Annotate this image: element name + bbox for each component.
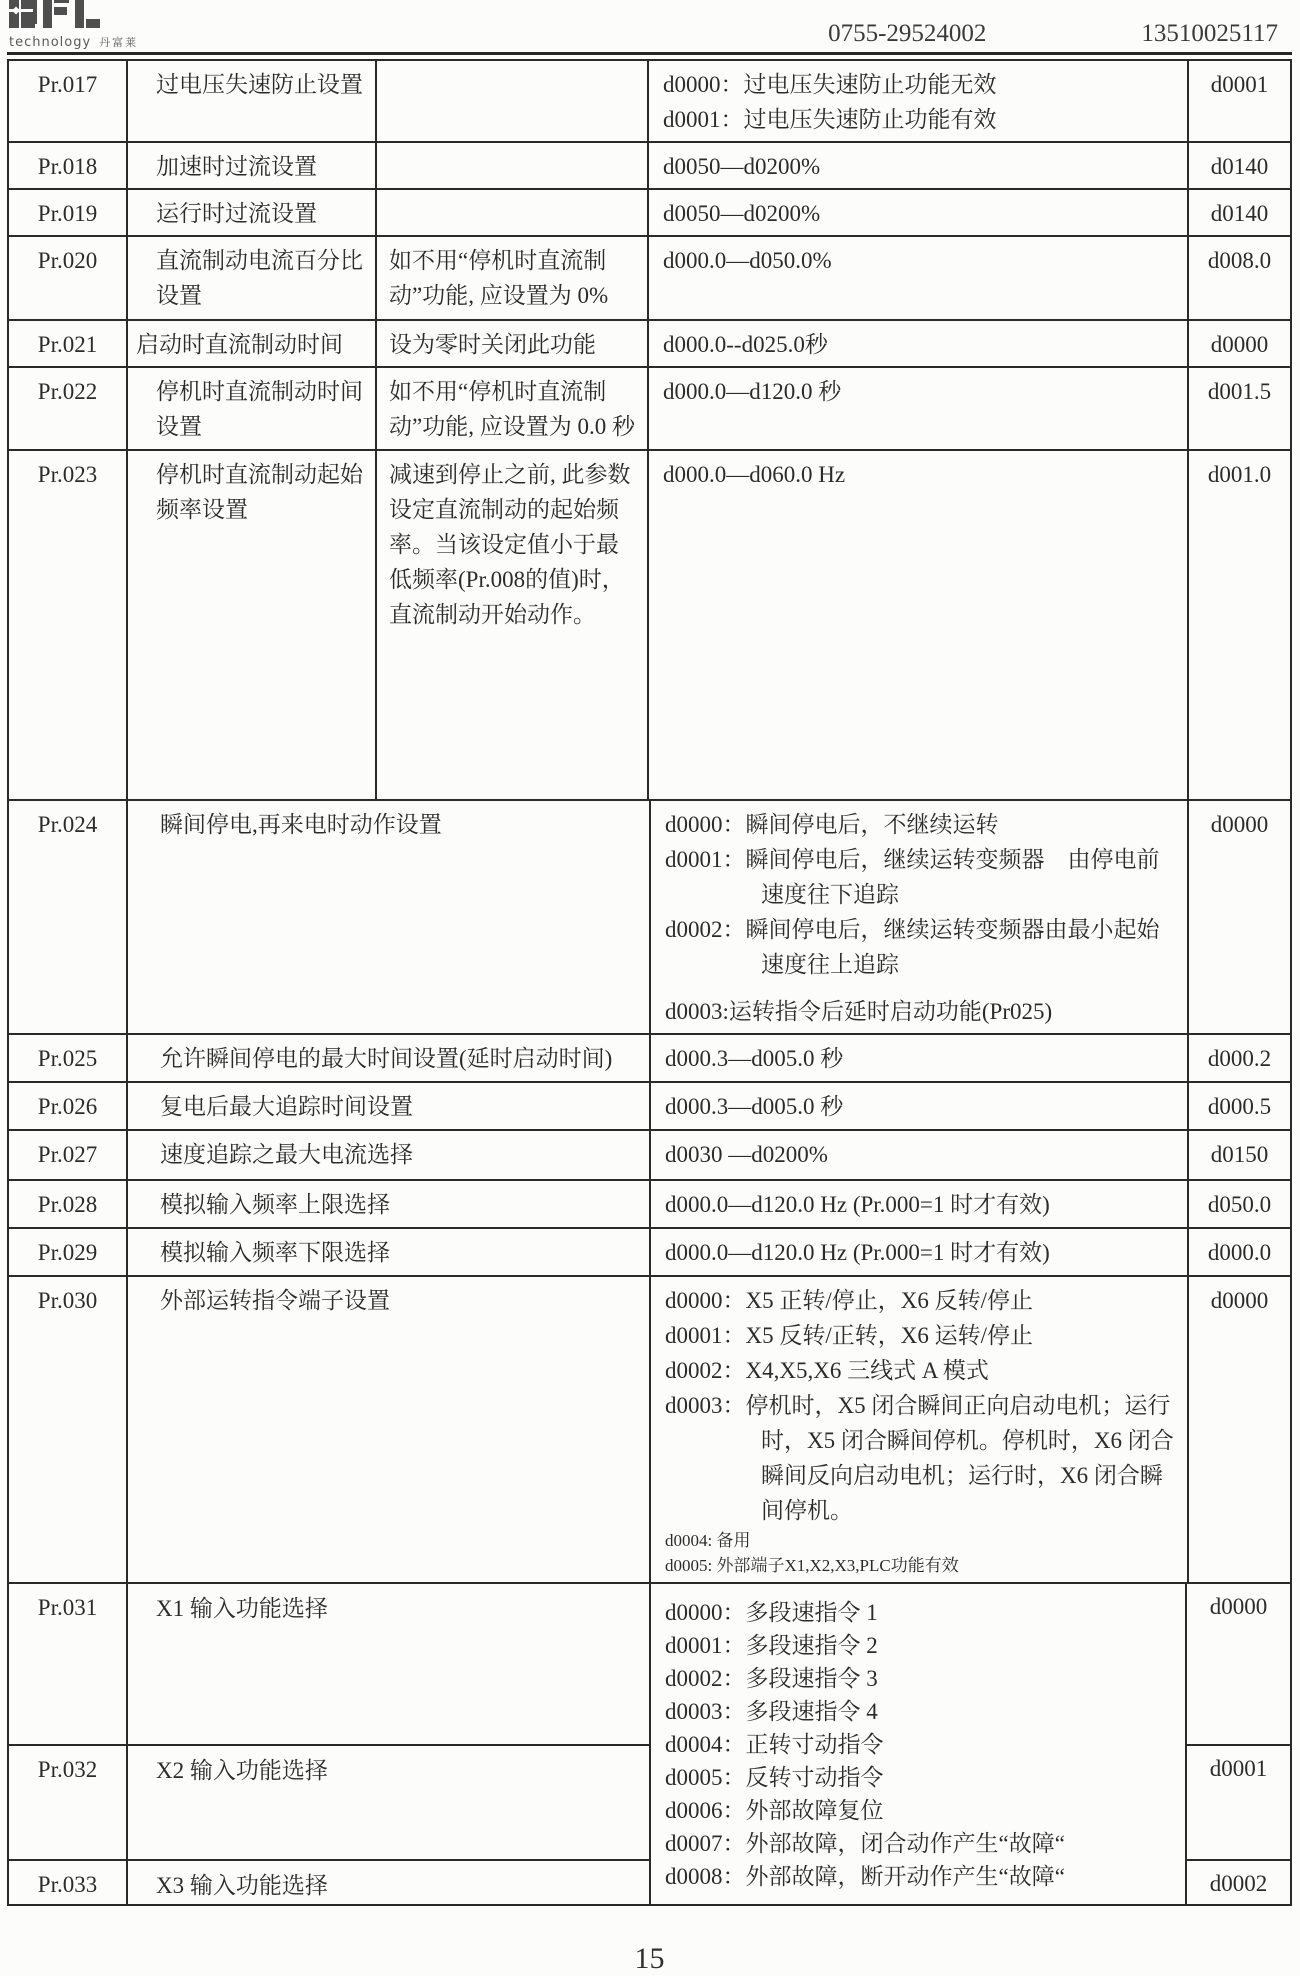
param-id: Pr.022 (37, 379, 98, 404)
param-range (649, 1035, 1187, 1081)
param-range (647, 368, 1187, 449)
param-note: 减速到停止之前, 此参数设定直流制动的起始频率。当该设定值小于最低频率(Pr.008的值)时，直流制动开始动作。 (375, 451, 647, 799)
param-note: 如不用“停机时直流制动”功能, 应设置为 0% (375, 237, 647, 319)
param-default: d0140 (1187, 190, 1290, 235)
param-id: Pr.021 (37, 332, 98, 357)
range-option: d000.0—d120.0 Hz (Pr.000=1 时才有效) (665, 1192, 1050, 1217)
param-name: X2 输入功能选择 (126, 1746, 649, 1859)
range-option: d0003：多段速指令 4 (665, 1699, 878, 1724)
param-id: Pr.017 (37, 72, 98, 97)
table-row (9, 188, 1290, 235)
table-row (9, 1129, 1290, 1179)
param-default: d050.0 (1187, 1181, 1290, 1227)
range-option: d0001：多段速指令 2 (665, 1633, 878, 1658)
table-row (9, 1584, 649, 1744)
header-divider (7, 52, 1292, 55)
logo-subtitle-cn: 丹富莱 (99, 36, 139, 49)
page-footer (7, 1942, 1292, 1976)
param-name: 直流制动电流百分比设置 (126, 237, 375, 319)
range-option: d0000：过电压失速防止功能无效 (663, 72, 997, 97)
brand-logo (7, 0, 138, 50)
range-option: d0001：瞬间停电后，继续运转变频器 由停电前速度往下追踪 (665, 847, 1160, 907)
param-range (647, 321, 1187, 366)
x-input-function-block (9, 1582, 1290, 1904)
param-default: d0001 (1187, 1744, 1290, 1859)
table-row (9, 1744, 649, 1859)
param-id: Pr.024 (37, 812, 98, 837)
param-default: d0140 (1187, 143, 1290, 188)
param-name: 模拟输入频率上限选择 (126, 1181, 649, 1227)
param-name: 瞬间停电,再来电时动作设置 (126, 801, 649, 1033)
table-row (9, 1227, 1290, 1275)
param-range (649, 1181, 1187, 1227)
range-option: d0007：外部故障，闭合动作产生“故障“ (665, 1831, 1065, 1856)
param-name: X3 输入功能选择 (126, 1861, 649, 1904)
param-id: Pr.026 (37, 1094, 98, 1119)
param-range (649, 1277, 1187, 1582)
param-note: 如不用“停机时直流制动”功能, 应设置为 0.0 秒 (375, 368, 647, 449)
param-note: 设为零时关闭此功能 (375, 321, 647, 366)
range-option: d0050—d0200% (663, 201, 821, 226)
param-name: 允许瞬间停电的最大时间设置(延时启动时间) (126, 1035, 649, 1081)
table-row (9, 1859, 649, 1904)
phone-number-1: 0755-29524002 (828, 20, 987, 47)
param-name: X1 输入功能选择 (126, 1584, 649, 1744)
x-block-defaults (1185, 1584, 1290, 1904)
range-option: d0003：停机时，X5 闭合瞬间正向启动电机；运行时，X5 闭合瞬间停机。停机时，X6 闭合瞬间反向启动电机；运行时，X6 闭合瞬间停机。 (665, 1393, 1174, 1523)
dfl-logo-icon (9, 0, 101, 28)
param-default: d0000 (1187, 1277, 1290, 1582)
table-row (9, 449, 1290, 799)
range-option: d0001：过电压失速防止功能有效 (663, 107, 997, 132)
param-id: Pr.031 (37, 1595, 98, 1620)
shared-range-options (649, 1584, 1185, 1904)
range-option: d0006：外部故障复位 (665, 1798, 884, 1823)
param-name: 过电压失速防止设置 (126, 61, 375, 141)
param-range (649, 1229, 1187, 1275)
range-option: d0002：X4,X5,X6 三线式 A 模式 (665, 1358, 989, 1383)
table-row (9, 1275, 1290, 1582)
range-option: d0002：多段速指令 3 (665, 1666, 878, 1691)
range-option: d0000：多段速指令 1 (665, 1600, 878, 1625)
range-option: d000.0—d050.0% (663, 248, 832, 273)
table-row (9, 1033, 1290, 1081)
param-id: Pr.028 (37, 1192, 98, 1217)
param-range (649, 801, 1187, 1033)
param-id: Pr.018 (37, 154, 98, 179)
param-id: Pr.030 (37, 1288, 98, 1313)
range-option: d0008：外部故障，断开动作产生“故障“ (665, 1864, 1065, 1889)
param-default: d001.5 (1187, 368, 1290, 449)
parameter-table (7, 59, 1292, 1906)
table-row (9, 61, 1290, 141)
param-name: 复电后最大追踪时间设置 (126, 1083, 649, 1129)
param-id: Pr.027 (37, 1142, 98, 1167)
logo-subtitle-en: technology (9, 35, 92, 50)
param-range (647, 237, 1187, 319)
range-option: d000.3—d005.0 秒 (665, 1094, 844, 1119)
range-option: d000.0—d120.0 Hz (Pr.000=1 时才有效) (665, 1240, 1050, 1265)
x-block-left (9, 1584, 649, 1904)
param-range (647, 143, 1187, 188)
param-default: d008.0 (1187, 237, 1290, 319)
table-row (9, 799, 1290, 1033)
table-row (9, 319, 1290, 366)
param-note (375, 61, 647, 141)
param-id: Pr.020 (37, 248, 98, 273)
contact-phones (828, 20, 1292, 50)
table-row (9, 235, 1290, 319)
table-row (9, 141, 1290, 188)
range-option: d0003:运转指令后延时启动功能(Pr025) (665, 999, 1053, 1024)
table-row (9, 1179, 1290, 1227)
param-id: Pr.019 (37, 201, 98, 226)
param-name: 模拟输入频率下限选择 (126, 1229, 649, 1275)
page-header (7, 0, 1292, 50)
param-range (649, 1083, 1187, 1129)
range-option: d0005：反转寸动指令 (665, 1765, 884, 1790)
param-default: d0000 (1187, 801, 1290, 1033)
range-option: d0001：X5 反转/正转，X6 运转/停止 (665, 1323, 1033, 1348)
param-name: 运行时过流设置 (126, 190, 375, 235)
range-option: d0000：X5 正转/停止，X6 反转/停止 (665, 1288, 1033, 1313)
param-name: 停机时直流制动起始频率设置 (126, 451, 375, 799)
range-option: d0030 —d0200% (665, 1142, 828, 1167)
param-id: Pr.023 (37, 462, 98, 487)
param-default: d000.2 (1187, 1035, 1290, 1081)
logo-subtitle (9, 34, 138, 50)
range-option: d000.0--d025.0秒 (663, 332, 828, 357)
param-note (375, 143, 647, 188)
param-note (375, 190, 647, 235)
range-option: d0004: 备用 (665, 1531, 751, 1550)
range-option: d0004：正转寸动指令 (665, 1732, 884, 1757)
range-option: d000.0—d120.0 秒 (663, 379, 842, 404)
param-default: d0001 (1187, 61, 1290, 141)
table-row (9, 366, 1290, 449)
param-id: Pr.029 (37, 1240, 98, 1265)
param-default: d001.0 (1187, 451, 1290, 799)
param-id: Pr.025 (37, 1046, 98, 1071)
param-range (647, 61, 1187, 141)
range-option: d000.0—d060.0 Hz (663, 462, 846, 487)
table-row (9, 1081, 1290, 1129)
param-default: d0000 (1187, 321, 1290, 366)
param-default: d0150 (1187, 1131, 1290, 1179)
range-option: d0000：瞬间停电后，不继续运转 (665, 812, 999, 837)
param-name: 启动时直流制动时间 (126, 321, 375, 366)
param-name: 外部运转指令端子设置 (126, 1277, 649, 1582)
range-option: d0050—d0200% (663, 154, 821, 179)
phone-number-2: 13510025117 (1141, 20, 1278, 47)
param-default: d0002 (1187, 1859, 1290, 1904)
param-range (649, 1131, 1187, 1179)
param-range (647, 451, 1187, 799)
param-range (647, 190, 1187, 235)
param-default: d0000 (1209, 1594, 1268, 1619)
param-id: Pr.033 (37, 1872, 98, 1897)
param-id: Pr.032 (37, 1757, 98, 1782)
param-name: 加速时过流设置 (126, 143, 375, 188)
param-name: 停机时直流制动时间设置 (126, 368, 375, 449)
range-option: d0002：瞬间停电后，继续运转变频器由最小起始速度往上追踪 (665, 917, 1160, 977)
param-default: d000.0 (1187, 1229, 1290, 1275)
param-default: d000.5 (1187, 1083, 1290, 1129)
range-option: d000.3—d005.0 秒 (665, 1046, 844, 1071)
range-option: d0005: 外部端子X1,X2,X3,PLC功能有效 (665, 1556, 959, 1575)
param-name: 速度追踪之最大电流选择 (126, 1131, 649, 1179)
page-number: 15 (634, 1942, 665, 1975)
